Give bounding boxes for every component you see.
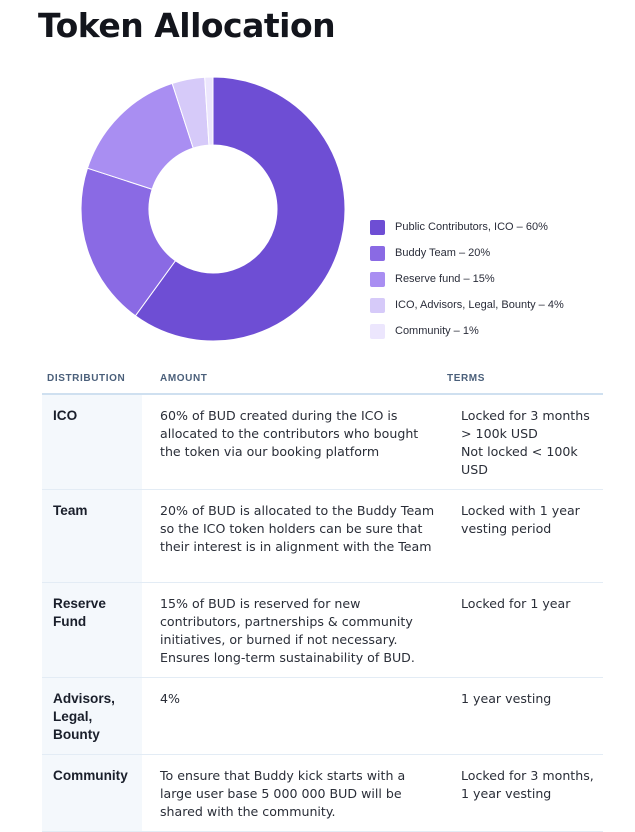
cell-amount: 15% of BUD is reserved for new contributors, partnerships & community initiatives, or burned if not necessary. Ensures long-term sustainability of BUD. [142, 583, 447, 678]
table-row [42, 755, 603, 832]
legend-item [370, 214, 564, 240]
cell-distribution: Advisors, Legal, Bounty [42, 678, 142, 755]
cell-distribution: Team [42, 490, 142, 583]
cell-amount: 60% of BUD created during the ICO is allocated to the contributors who bought the token via our booking platform [142, 394, 447, 490]
page-title: Token Allocation [38, 6, 336, 45]
cell-terms: Locked for 1 year [447, 583, 603, 678]
header-distribution: DISTRIBUTION [42, 364, 142, 394]
legend-swatch [370, 298, 385, 313]
legend-swatch [370, 246, 385, 261]
legend-label: Reserve fund – 15% [395, 273, 495, 285]
cell-terms: Locked for 3 months, 1 year vesting [447, 755, 603, 832]
legend-swatch [370, 324, 385, 339]
cell-distribution: Reserve Fund [42, 583, 142, 678]
chart-legend [370, 214, 564, 344]
cell-terms: 1 year vesting [447, 678, 603, 755]
cell-terms: Locked for 3 months > 100k USD Not locked < 100k USD [447, 394, 603, 490]
legend-label: ICO, Advisors, Legal, Bounty – 4% [395, 299, 564, 311]
header-amount: AMOUNT [142, 364, 447, 394]
header-terms: TERMS [447, 364, 603, 394]
legend-item [370, 266, 564, 292]
cell-amount: 4% [142, 678, 447, 755]
cell-amount: 20% of BUD is allocated to the Buddy Team so the ICO token holders can be sure that their interest is in alignment with the Team [142, 490, 447, 583]
allocation-table [42, 364, 603, 832]
cell-terms: Locked with 1 year vesting period [447, 490, 603, 583]
legend-label: Public Contributors, ICO – 60% [395, 221, 548, 233]
table-row [42, 678, 603, 755]
legend-item [370, 292, 564, 318]
table-header-row [42, 364, 603, 394]
table-row [42, 490, 603, 583]
legend-label: Community – 1% [395, 325, 479, 337]
table-row [42, 394, 603, 490]
cell-distribution: Community [42, 755, 142, 832]
legend-swatch [370, 220, 385, 235]
cell-amount: To ensure that Buddy kick starts with a large user base 5 000 000 BUD will be shared with the community. [142, 755, 447, 832]
cell-distribution: ICO [42, 394, 142, 490]
donut-chart [78, 74, 348, 344]
table-row [42, 583, 603, 678]
legend-label: Buddy Team – 20% [395, 247, 491, 259]
legend-swatch [370, 272, 385, 287]
legend-item [370, 240, 564, 266]
legend-item [370, 318, 564, 344]
